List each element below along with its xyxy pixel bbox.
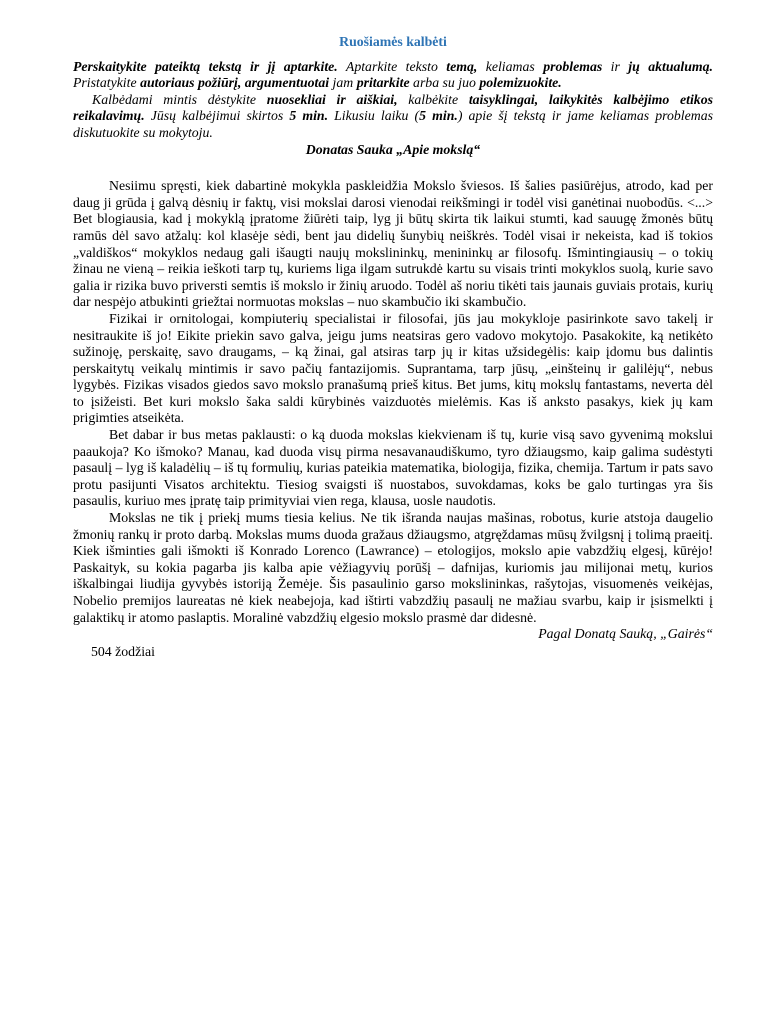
source-citation: Pagal Donatą Sauką, „Gairės“ xyxy=(538,626,713,642)
instruction-text-run: jam xyxy=(329,75,357,91)
instruction-text-run: Aptarkite teksto xyxy=(337,58,447,74)
instruction-paragraph-2 xyxy=(73,92,713,142)
instruction-paragraph-1 xyxy=(73,59,713,92)
body-paragraph-1: Nesiimu spręsti, kiek dabartinė mokykla paskleidžia Mokslo šviesos. Iš šalies pasiūrėjus, atrodo, kad per daug ji grūda į galvą dėsnių ir faktų, visi mokslai darosi vienodai reikšmingi ir todėl visi ganėtinai nuobodūs. <...> Bet blogiausia, kad į mokyklą įpratome žiūrėti taip, lyg ji būtų skirta tik laikui stumti, kad sauugę žmonės būtų ramūs dėl savo atžalų: kol klasėje sėdi, bent jau didelių šunybių neiškrės. Todėl visai ir nekeista, kad iš tokios „valdiškos“ mokyklos nedaug gali išaugti naujų mokslininkų, menininkų ar filosofų. Išmintingiausių – o tokių žinau ne vieną – reikia ieškoti tarp tų, kuriems liga ilgam sutrukdė kartu su visais trinti mokyklos suolą, kurie savo galia ir rizika buvo priversti semtis iš mokslo ir žinių aruodo. Todėl aš noriu tikėti tais jaunais guviais protais, kurių dar nespėjo atbukinti griežtai normuotas mokslas – nuo skambučio iki skambučio. xyxy=(73,178,713,310)
instruction-text-run: pritarkite xyxy=(356,75,410,91)
instruction-text-run: Likusiu laiku ( xyxy=(328,108,420,124)
instruction-text-run: temą, xyxy=(446,58,478,74)
instructions xyxy=(73,59,713,142)
text-author-heading: Donatas Sauka „Apie mokslą“ xyxy=(305,141,481,157)
instruction-text-run: ) apie šį tekstą ir jame keliamas problemas diskutuokite su mokytoju. xyxy=(73,108,713,140)
instruction-text-run: jų aktualumą. xyxy=(628,58,713,74)
instruction-text-run: 5 min. xyxy=(419,108,458,124)
instruction-text-run: ir xyxy=(602,58,629,74)
page-title: Ruošiamės kalbėti xyxy=(339,34,447,49)
instruction-text-run: taisyklingai, laikykitės kalbėjimo etikos reikalavimų. xyxy=(73,91,713,124)
instruction-text-run: Kalbėdami mintis dėstykite xyxy=(92,91,267,107)
instruction-text-run: argumentuotai xyxy=(244,75,330,91)
instruction-text-run: polemizuokite. xyxy=(479,75,562,91)
instruction-text-run: arba su juo xyxy=(409,75,480,91)
instruction-text-run: problemas xyxy=(543,58,603,74)
instruction-text-run: autoriaus požiūrį, xyxy=(140,75,242,91)
word-count: 504 žodžiai xyxy=(91,643,155,659)
instruction-text-run: kalbėkite xyxy=(397,91,469,107)
instruction-text-run: nuosekliai ir aiškiai, xyxy=(266,91,398,107)
body-paragraph-2: Fizikai ir ornitologai, kompiuterių specialistai ir filosofai, jūs jau mokykloje pasirinkote savo takelį ir nesitraukite iš jo! Eikite priekin savo galva, jeigu jums neatsiras gero vadovo mokytojo. Pasakokite, ką netikėto sužinoję, perskaitę, savo draugams, – ką žinai, gal atsiras tarp jų ir kitas užsidegėlis: kaip įdomu bus dalintis perskaitytų veikalų mintimis ir savo pačių fantazijomis. Suprantama, tarp jūsų, „einšteinų ir galilėjų“, nebus lygybės. Fizikas visados giedos savo mokslo pranašumą prieš kitus. Bet jums, kitų mokslų fantastams, neverta dėl to įsižeisti. Bet kuri mokslo šaka saldi kūrybinės vaizduotės mielėmis. Kas iš anksto pasakys, kiek jų kam prigimties atseikėta. xyxy=(73,310,713,426)
instruction-text-run: Pristatykite xyxy=(73,75,141,91)
text-body xyxy=(73,178,713,626)
instruction-text-run: 5 min. xyxy=(289,108,329,124)
instruction-text-run: keliamas xyxy=(477,58,544,74)
instruction-text-run: Jūsų kalbėjimui skirtos xyxy=(144,108,290,124)
instruction-text-run: Perskaitykite pateiktą tekstą ir jį aptarkite. xyxy=(73,58,338,74)
body-paragraph-3: Bet dabar ir bus metas paklausti: o ką duoda mokslas kiekvienam iš tų, kurie visą savo gyvenimą mokslui paaukoja? Ko išmoko? Manau, kad duoda visų pirma nesavanaudiškumo, tyro džiaugsmo, kaip galima sudėstyti pasaulį – lyg iš kaladėlių – iš tų formulių, kurias pateikia matematika, biologija, fizika, chemija. Tartum ir pats savo protu pasijunti Visatos architektu. Tiesiog svaigsti iš nuostabos, suvokdamas, koks be galo turtingas yra šis pasaulis, kuriuo mes įpratę taip primityviai vien rega, klausa, uosle naudotis. xyxy=(73,427,713,509)
body-paragraph-4: Mokslas ne tik į priekį mums tiesia kelius. Ne tik išranda naujas mašinas, robotus, kurie atstoja daugelio žmonių rankų ir proto darbą. Mokslas mums duoda gražaus džiaugsmo, atgręždamas mūsų žvilgsnį į tolimą praeitį. Kiek išminties gali išmokti iš Konrado Lorenco (Lawrance) – etologijos, mokslo apie vabzdžių elgesį, kūrėjo! Paskaityk, su kokia pagarba jis kalba apie vėžiagyvių porūšį – dafnijas, kuriomis jau milijonai metų, kurios iškalbingai liudija gyvybės istoriją Žemėje. Šis pasaulinio garso mokslininkas, rašytojas, visuomenės veikėjas, Nobelio premijos laureatas nė kiek neabejoja, kad ištirti vabzdžių pasaulį ne mažiau svarbu, kaip ir įsismelkti į galaktikų ir atomo paslaptis. Moralinė vabzdžių elgesio mokslo prasmė dar didesnė. xyxy=(73,510,713,625)
